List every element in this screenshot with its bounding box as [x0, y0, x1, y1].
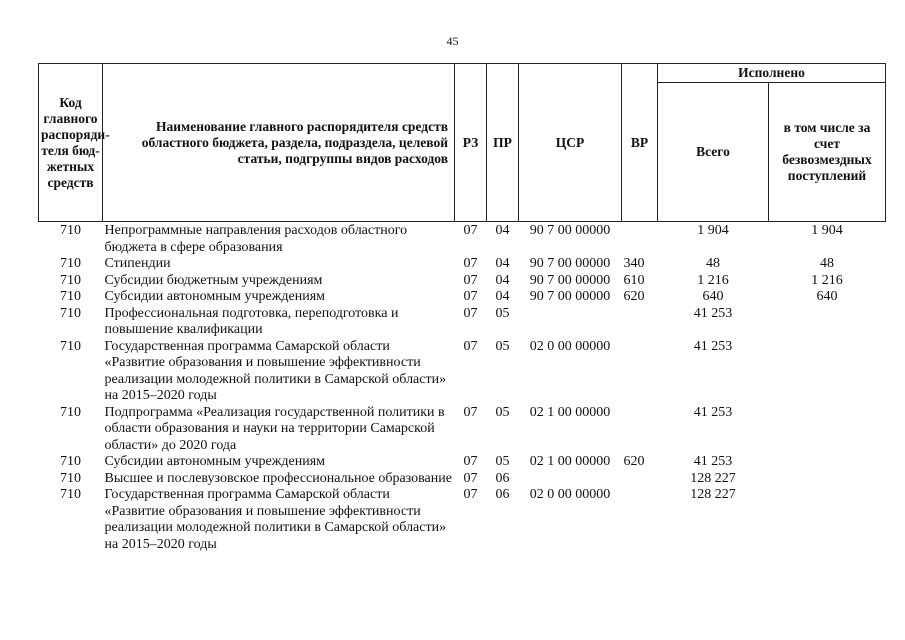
cell-vr [622, 222, 658, 257]
cell-free: 1 904 [811, 223, 843, 238]
page-number: 45 [446, 34, 459, 48]
cell-code: 710 [60, 338, 81, 354]
cell-pr: 06 [495, 487, 510, 502]
table-row [39, 487, 886, 553]
cell-vr [622, 405, 658, 455]
cell-total: 48 [706, 256, 720, 271]
cell-pr: 05 [495, 454, 510, 469]
cell-rz: 07 [463, 305, 478, 321]
cell-name: Стипендии [104, 256, 171, 271]
cell-rz: 07 [463, 470, 478, 486]
cell-vr: 610 [623, 272, 645, 288]
cell-pr: 04 [495, 289, 510, 304]
header-executed: Исполнено [658, 64, 886, 83]
cell-code: 710 [60, 223, 81, 238]
cell-name: Непрограммные направления расходов областного бюджета в сфере образования [104, 223, 408, 255]
cell-pr: 05 [495, 338, 510, 354]
cell-vr [622, 471, 658, 488]
cell-rz: 07 [463, 454, 478, 469]
cell-free [769, 487, 886, 553]
header-code: Код главного распоряди- теля бюд- жетных средств [39, 64, 103, 222]
cell-name: Субсидии автономным учреждениям [104, 454, 326, 469]
cell-vr [622, 306, 658, 339]
table-header [39, 64, 886, 222]
cell-total: 41 253 [693, 338, 733, 354]
cell-free: 1 216 [811, 272, 843, 288]
cell-name: Профессиональная подготовка, переподготовка и повышение квалификации [104, 305, 399, 337]
table-row [39, 471, 886, 488]
cell-name: Подпрограмма «Реализация государственной политики в области образования и науки на территории Самарской области» до 2020 года [104, 404, 445, 453]
cell-free: 48 [820, 256, 834, 271]
cell-code: 710 [60, 289, 81, 304]
header-name: Наименование главного распорядителя средств областного бюджета, раздела, подраздела, целевой статьи, подгруппы видов расходов [103, 64, 455, 222]
cell-csr: 90 7 00 00000 [529, 272, 611, 288]
header-rz: РЗ [455, 64, 487, 222]
table-row [39, 454, 886, 471]
cell-rz: 07 [463, 338, 478, 354]
cell-total: 41 253 [693, 305, 733, 321]
cell-pr: 05 [495, 404, 510, 420]
cell-pr: 06 [495, 470, 510, 486]
cell-code: 710 [60, 256, 81, 271]
cell-pr: 04 [495, 223, 510, 238]
cell-free [769, 339, 886, 405]
cell-rz: 07 [463, 272, 478, 288]
table-row [39, 306, 886, 339]
cell-code: 710 [60, 404, 81, 420]
cell-name: Субсидии автономным учреждениям [104, 289, 326, 304]
cell-total: 41 253 [693, 454, 733, 469]
cell-csr: 90 7 00 00000 [529, 223, 611, 238]
table-row [39, 405, 886, 455]
cell-total: 1 904 [697, 223, 729, 238]
cell-name: Государственная программа Самарской области «Развитие образования и повышение эффективности реализации молодежной политики в Самарской области» на 2015–2020 годы [104, 487, 447, 552]
cell-total: 41 253 [693, 404, 733, 420]
cell-total: 128 227 [690, 487, 736, 502]
table-row [39, 289, 886, 306]
cell-csr: 02 1 00 00000 [529, 454, 611, 469]
cell-pr: 04 [495, 272, 510, 288]
cell-vr: 620 [623, 289, 645, 304]
header-total: Всего [658, 83, 769, 222]
cell-pr: 05 [495, 305, 510, 321]
budget-table [38, 63, 886, 553]
cell-total: 1 216 [697, 272, 729, 288]
table-row [39, 273, 886, 290]
cell-csr: 02 0 00 00000 [529, 338, 611, 354]
table-row [39, 256, 886, 273]
cell-code: 710 [60, 470, 81, 486]
cell-total: 128 227 [690, 470, 736, 486]
cell-rz: 07 [463, 487, 478, 502]
cell-total: 640 [702, 289, 724, 304]
cell-csr: 90 7 00 00000 [529, 289, 611, 304]
cell-name: Субсидии бюджетным учреждениям [104, 272, 323, 288]
cell-free [769, 471, 886, 488]
cell-csr [519, 471, 622, 488]
cell-free [769, 454, 886, 471]
table-row [39, 222, 886, 257]
cell-free: 640 [816, 289, 838, 304]
cell-vr: 620 [623, 454, 645, 469]
cell-free [769, 405, 886, 455]
cell-csr [519, 306, 622, 339]
cell-code: 710 [60, 454, 81, 469]
cell-name: Государственная программа Самарской области «Развитие образования и повышение эффективности реализации молодежной политики в Самарской области» на 2015–2020 годы [104, 338, 447, 403]
cell-csr: 90 7 00 00000 [529, 256, 611, 271]
table-body [39, 222, 886, 554]
table-row [39, 339, 886, 405]
cell-name: Высшее и послевузовское профессиональное образование [104, 470, 452, 486]
cell-vr [622, 487, 658, 553]
header-vr: ВР [622, 64, 658, 222]
cell-rz: 07 [463, 289, 478, 304]
cell-code: 710 [60, 305, 81, 321]
cell-vr [622, 339, 658, 405]
header-free: в том числе за счет безвозмездных поступлений [769, 83, 886, 222]
cell-vr: 340 [623, 256, 645, 271]
cell-code: 710 [60, 272, 81, 288]
cell-code: 710 [60, 487, 81, 502]
cell-free [769, 306, 886, 339]
cell-rz: 07 [463, 256, 478, 271]
cell-rz: 07 [463, 404, 478, 420]
cell-csr: 02 0 00 00000 [529, 487, 611, 502]
cell-rz: 07 [463, 223, 478, 238]
cell-csr: 02 1 00 00000 [529, 404, 611, 420]
header-pr: ПР [487, 64, 519, 222]
cell-pr: 04 [495, 256, 510, 271]
header-csr: ЦСР [519, 64, 622, 222]
